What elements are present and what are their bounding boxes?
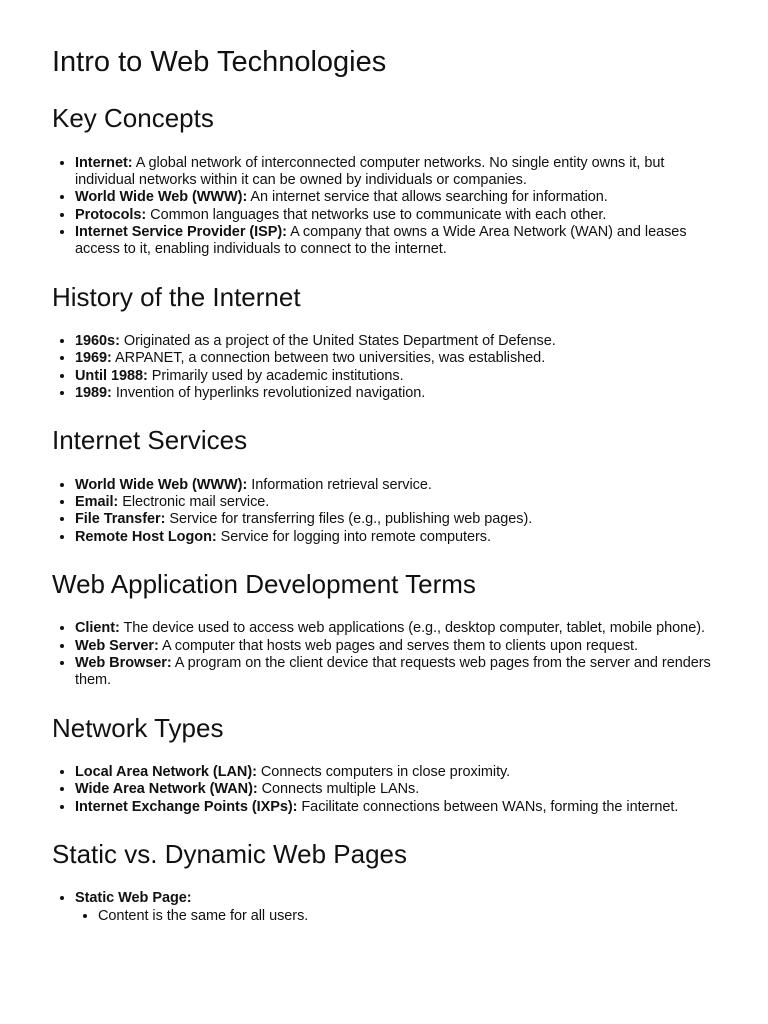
list-item (75, 207, 728, 224)
list-item-term: Internet Exchange Points (IXPs): (75, 798, 298, 815)
list-item (75, 638, 728, 655)
list-item-text: Information retrieval service. (247, 476, 432, 493)
sub-list-item: • Content is the same for all users. (98, 908, 728, 925)
section-heading: History of the Internet (52, 281, 301, 312)
page-title: Intro to Web Technologies (52, 46, 387, 78)
list-item-text: Primarily used by academic institutions. (147, 367, 404, 384)
section-static-vs-dynamic (52, 838, 728, 925)
section-heading: Key Concepts (52, 103, 214, 134)
list-item-text: Connects computers in close proximity. (256, 764, 511, 781)
list-item (75, 620, 728, 637)
list-item (75, 189, 728, 206)
list-item-text: Electronic mail service. (118, 494, 270, 511)
list-item-term: 1960s: (75, 333, 120, 350)
list-item-term: Web Server: (75, 637, 159, 654)
list-item-term: Internet: (75, 154, 133, 171)
bullet-list (52, 890, 728, 925)
list-item-term: Web Browser: (75, 655, 172, 671)
section-heading: Web Application Development Terms (52, 568, 476, 599)
list-item-text: Invention of hyperlinks revolutionized navigation. (111, 384, 426, 401)
list-item-text: The device used to access web applications (e.g., desktop computer, tablet, mobile phone). (119, 620, 705, 637)
list-item-text: A program on the client device that requests web pages from the server and renders them. (75, 655, 711, 689)
list-item-term: File Transfer: (75, 511, 166, 528)
list-item-text: Facilitate connections between WANs, forming the internet. (297, 798, 679, 815)
list-item (75, 764, 728, 781)
list-item (75, 529, 728, 546)
section-network-types (52, 712, 728, 816)
sub-bullet-list (75, 908, 728, 925)
bullet-list (52, 764, 728, 816)
list-item-text: Connects multiple LANs. (257, 781, 420, 798)
list-item-text: Service for logging into remote computers. (216, 528, 491, 545)
list-item (75, 385, 728, 402)
list-item (75, 799, 728, 816)
bullet-list (52, 620, 728, 689)
list-item (75, 781, 728, 798)
section-history (52, 281, 728, 403)
list-item-term: Client: (75, 620, 120, 637)
list-item (75, 890, 728, 925)
section-heading: Network Types (52, 712, 224, 743)
list-item (75, 368, 728, 385)
list-item-term: Static Web Page: (75, 890, 192, 907)
list-item-text: ARPANET, a connection between two universities, was established. (111, 350, 546, 367)
list-item (75, 477, 728, 494)
section-internet-services (52, 424, 728, 546)
list-item (75, 494, 728, 511)
list-item-term: World Wide Web (WWW): (75, 476, 248, 493)
list-item (75, 511, 728, 528)
list-item (75, 155, 728, 190)
list-item-term: World Wide Web (WWW): (75, 189, 248, 206)
section-heading: Internet Services (52, 425, 248, 456)
list-item-term: Local Area Network (LAN): (75, 764, 257, 781)
list-item-term: Until 1988: (75, 367, 148, 384)
list-item-term: Email: (75, 494, 119, 511)
list-item (75, 350, 728, 367)
section-web-app-dev-terms (52, 568, 728, 690)
list-item-term: Protocols: (75, 206, 147, 223)
list-item-text: A company that owns a Wide Area Network (WAN) and leases access to it, enabling individuals to connect to the internet. (75, 223, 687, 258)
list-item-text: Service for transferring files (e.g., publishing web pages). (165, 511, 533, 528)
list-item (75, 224, 728, 259)
list-item (75, 655, 728, 690)
list-item-text: A computer that hosts web pages and serves them to clients upon request. (158, 637, 638, 654)
list-item-text: A global network of interconnected computer networks. No single entity owns it, but individual networks within it can be owned by individuals or companies. (75, 154, 665, 189)
list-item-term: Internet Service Provider (ISP): (75, 223, 287, 240)
list-item-term: Remote Host Logon: (75, 528, 217, 545)
section-key-concepts (52, 102, 728, 258)
list-item-term: Wide Area Network (WAN): (75, 781, 258, 798)
list-item (75, 333, 728, 350)
bullet-list (52, 333, 728, 402)
list-item-text: Originated as a project of the United States Department of Defense. (119, 333, 556, 350)
bullet-list (52, 155, 728, 259)
list-item-term: 1969: (75, 350, 112, 367)
section-heading: Static vs. Dynamic Web Pages (52, 838, 407, 869)
list-item-term: 1989: (75, 384, 112, 401)
list-item-text: An internet service that allows searching for information. (247, 189, 608, 206)
bullet-list (52, 477, 728, 546)
list-item-text: Common languages that networks use to communicate with each other. (146, 206, 607, 223)
